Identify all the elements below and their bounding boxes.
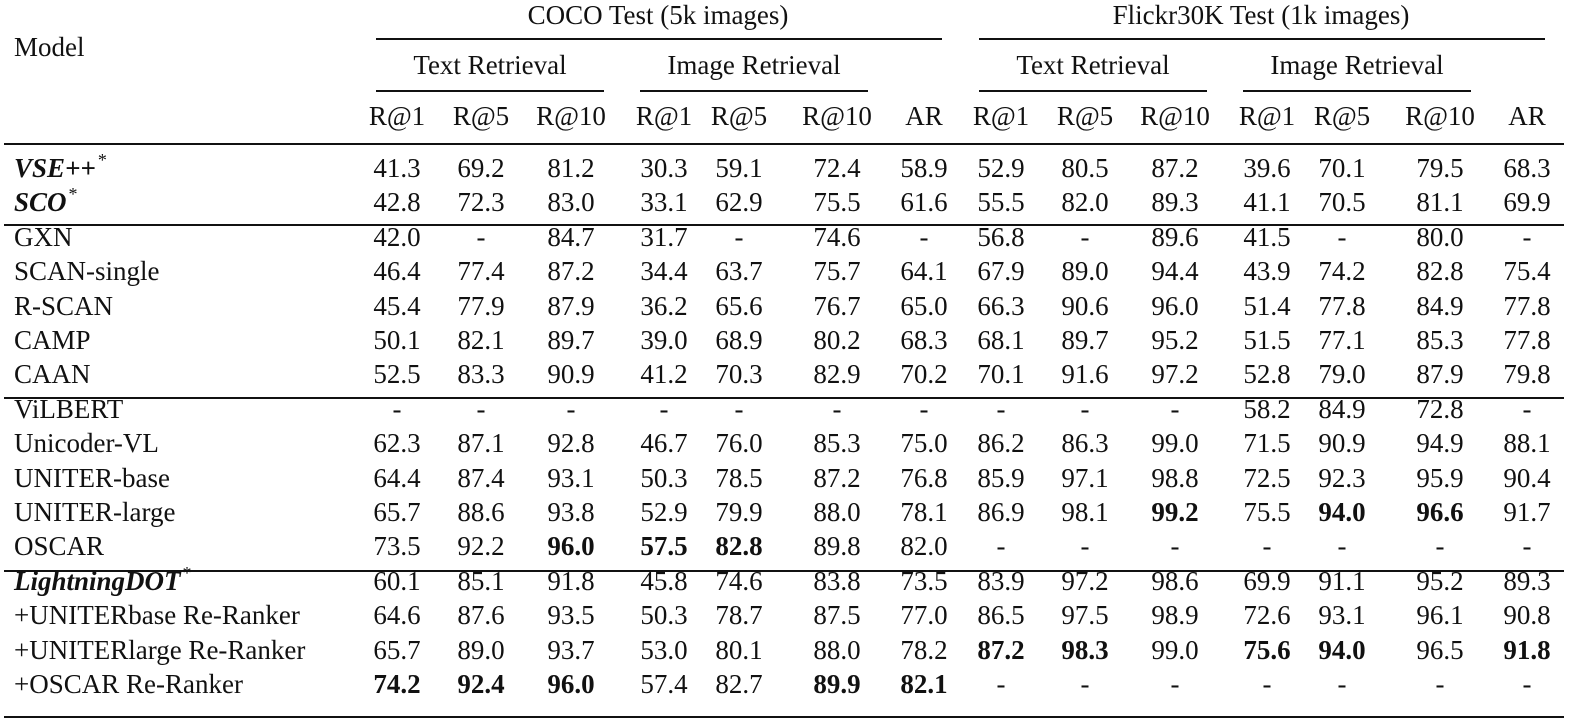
table-cell: 87.5: [813, 600, 861, 631]
table-cell: -: [1522, 669, 1532, 699]
table-cell: 72.8: [1416, 393, 1464, 424]
table-cell: 64.6: [373, 600, 421, 631]
table-cell: 78.5: [715, 462, 763, 493]
table-cell: -: [476, 221, 486, 252]
table-cell: 98.6: [1151, 565, 1199, 596]
table-cell: 67.9: [977, 256, 1025, 287]
table-cell: 61.6: [900, 187, 948, 218]
table-cell: 50.3: [640, 600, 688, 631]
row-model-name: [14, 258, 160, 285]
table-cell: 78.7: [715, 600, 763, 631]
table-cell: 68.1: [977, 325, 1025, 355]
table-cell: 77.8: [1503, 325, 1551, 355]
table-cell: 82.0: [900, 531, 948, 562]
table-cell: 82.8: [715, 531, 763, 562]
table-cell: 60.1: [373, 565, 421, 596]
table-cell: 91.7: [1503, 497, 1551, 527]
table-cell: 72.3: [457, 187, 505, 218]
table-cell: 99.0: [1151, 634, 1199, 665]
table-cell: 86.9: [977, 497, 1025, 527]
table-cell: 94.9: [1416, 428, 1464, 459]
table-cell: 80.0: [1416, 221, 1464, 252]
model-name: LightningDOT: [14, 565, 181, 596]
table-cell: -: [1337, 531, 1347, 562]
table-cell: 77.4: [457, 256, 505, 287]
model-name: ViLBERT: [14, 393, 124, 424]
table-cell: 70.3: [715, 359, 763, 390]
table-cell: 83.3: [457, 359, 505, 390]
table-cell: 75.5: [1243, 497, 1291, 527]
table-cell: 98.8: [1151, 462, 1199, 493]
table-cell: 83.0: [547, 187, 595, 218]
table-cell: -: [392, 393, 402, 424]
table-cell: 76.8: [900, 462, 948, 493]
table-cell: -: [1080, 669, 1090, 699]
table-cell: 92.3: [1318, 462, 1366, 493]
table-cell: -: [1262, 669, 1272, 699]
table-cell: 91.8: [547, 565, 595, 596]
model-name: CAAN: [14, 359, 91, 390]
table-cell: -: [1080, 221, 1090, 252]
table-cell: 68.3: [1503, 153, 1551, 183]
table-cell: 78.1: [900, 497, 948, 527]
subgroup-rule: [1243, 90, 1471, 92]
header-model-label: Model: [14, 32, 85, 62]
table-cell: 93.1: [547, 462, 595, 493]
table-cell: 63.7: [715, 256, 763, 287]
table-cell: 45.8: [640, 565, 688, 596]
table-cell: 74.2: [1318, 256, 1366, 287]
table-cell: 75.5: [813, 187, 861, 218]
table-cell: 66.3: [977, 290, 1025, 321]
column-header: R@5: [1313, 101, 1371, 131]
table-cell: 77.8: [1503, 290, 1551, 321]
table-cell: 62.9: [715, 187, 763, 218]
row-model-name: [14, 533, 104, 560]
model-name: OSCAR: [14, 531, 105, 562]
table-cell: 50.3: [640, 462, 688, 493]
subgroup-rule: [979, 90, 1207, 92]
table-cell: 72.6: [1243, 600, 1291, 631]
column-header: AR: [1508, 101, 1546, 131]
table-cell: 41.3: [373, 153, 421, 183]
table-cell: -: [1080, 531, 1090, 562]
table-cell: -: [1170, 393, 1180, 424]
subgroup-rule: [376, 90, 604, 92]
table-cell: 76.0: [715, 428, 763, 459]
table-cell: 85.1: [457, 565, 505, 596]
table-cell: 53.0: [640, 634, 688, 665]
table-cell: 42.8: [373, 187, 421, 218]
header-group-coco: COCO Test (5k images): [527, 0, 789, 30]
table-cell: 51.5: [1243, 325, 1291, 355]
table-cell: 89.0: [457, 634, 505, 665]
table-cell: 86.3: [1061, 428, 1109, 459]
table-cell: 73.5: [373, 531, 421, 562]
table-cell: -: [1337, 669, 1347, 699]
table-cell: 93.7: [547, 634, 595, 665]
table-cell: 93.1: [1318, 600, 1366, 631]
group-rule-flickr: [979, 38, 1545, 40]
star-marker: *: [182, 562, 192, 583]
table-cell: 84.9: [1318, 393, 1366, 424]
table-cell: 75.7: [813, 256, 861, 287]
table-cell: -: [1522, 531, 1532, 562]
table-cell: 65.6: [715, 290, 763, 321]
table-cell: 72.4: [813, 153, 861, 183]
table-cell: 85.3: [813, 428, 861, 459]
table-cell: 46.4: [373, 256, 421, 287]
table-cell: 96.0: [1151, 290, 1199, 321]
table-cell: 57.4: [640, 669, 688, 699]
table-cell: 64.1: [900, 256, 948, 287]
table-cell: 55.5: [977, 187, 1025, 218]
table-cell: 57.5: [640, 531, 688, 562]
table-cell: 74.2: [373, 669, 421, 699]
table-cell: 74.6: [813, 221, 861, 252]
table-cell: 99.0: [1151, 428, 1199, 459]
header-bottom-rule: [4, 143, 1564, 145]
model-name: CAMP: [14, 325, 91, 355]
table-cell: 33.1: [640, 187, 688, 218]
table-cell: 39.6: [1243, 153, 1291, 183]
table-cell: 73.5: [900, 565, 948, 596]
table-cell: 92.4: [457, 669, 505, 699]
table-cell: 90.8: [1503, 600, 1551, 631]
table-cell: 30.3: [640, 153, 688, 183]
column-header: R@10: [536, 101, 606, 131]
model-name: Unicoder-VL: [14, 428, 159, 459]
table-cell: 39.0: [640, 325, 688, 355]
table-cell: 80.5: [1061, 153, 1109, 183]
star-marker: *: [68, 184, 78, 205]
table-cell: 51.4: [1243, 290, 1291, 321]
table-cell: 88.1: [1503, 428, 1551, 459]
row-model-name: [14, 499, 175, 526]
table-cell: 92.2: [457, 531, 505, 562]
table-cell: 79.9: [715, 497, 763, 527]
table-cell: 85.9: [977, 462, 1025, 493]
table-cell: -: [734, 393, 744, 424]
table-cell: 81.1: [1416, 187, 1464, 218]
table-cell: 85.3: [1416, 325, 1464, 355]
header-subgroup-coco-image: Image Retrieval: [667, 50, 841, 80]
table-cell: 91.6: [1061, 359, 1109, 390]
table-cell: 89.6: [1151, 221, 1199, 252]
table-cell: -: [1080, 393, 1090, 424]
table-cell: 65.7: [373, 497, 421, 527]
table-cell: 89.7: [547, 325, 595, 355]
table-cell: -: [476, 393, 486, 424]
table-cell: 90.9: [547, 359, 595, 390]
table-cell: 87.1: [457, 428, 505, 459]
table-cell: 79.5: [1416, 153, 1464, 183]
table-cell: 95.2: [1416, 565, 1464, 596]
table-cell: 34.4: [640, 256, 688, 287]
table-cell: 77.1: [1318, 325, 1366, 355]
table-cell: 72.5: [1243, 462, 1291, 493]
header-subgroup-coco-text: Text Retrieval: [413, 50, 567, 80]
table-cell: 87.9: [547, 290, 595, 321]
row-model-name: [14, 361, 91, 388]
table-cell: 89.0: [1061, 256, 1109, 287]
table-cell: 87.2: [1151, 153, 1199, 183]
table-cell: 87.6: [457, 600, 505, 631]
table-cell: 83.8: [813, 565, 861, 596]
table-cell: 88.6: [457, 497, 505, 527]
table-bottom-rule: [4, 716, 1564, 718]
row-model-name: [14, 462, 170, 493]
table-cell: -: [1170, 531, 1180, 562]
table-cell: 95.9: [1416, 462, 1464, 493]
table-cell: -: [1170, 669, 1180, 699]
table-cell: 86.2: [977, 428, 1025, 459]
table-cell: 87.9: [1416, 359, 1464, 390]
table-cell: 43.9: [1243, 256, 1291, 287]
table-cell: -: [1522, 221, 1532, 252]
model-name: +UNITERbase Re-Ranker: [14, 600, 300, 631]
table-cell: 75.0: [900, 428, 948, 459]
table-cell: -: [919, 221, 929, 252]
table-cell: 96.0: [547, 531, 595, 562]
group-rule-coco: [376, 38, 942, 40]
row-model-name: [14, 634, 306, 665]
row-model-name: [14, 671, 243, 698]
column-header: R@5: [452, 101, 510, 131]
column-header: R@10: [1140, 101, 1210, 131]
table-cell: 91.8: [1503, 634, 1551, 665]
table-cell: -: [1435, 669, 1445, 699]
model-name: GXN: [14, 221, 73, 252]
table-cell: 70.1: [1318, 153, 1366, 183]
table-cell: 46.7: [640, 428, 688, 459]
table-cell: -: [1337, 221, 1347, 252]
table-cell: 65.0: [900, 290, 948, 321]
table-cell: 56.8: [977, 221, 1025, 252]
table-cell: 90.4: [1503, 462, 1551, 493]
column-header: AR: [905, 101, 943, 131]
table-cell: 91.1: [1318, 565, 1366, 596]
table-cell: 68.3: [900, 325, 948, 355]
header-group-flickr: Flickr30K Test (1k images): [1112, 0, 1410, 30]
table-cell: 69.9: [1243, 565, 1291, 596]
table-cell: 93.5: [547, 600, 595, 631]
table-cell: -: [1522, 393, 1532, 424]
column-header: R@1: [1238, 101, 1296, 131]
table-cell: 96.1: [1416, 600, 1464, 631]
table-cell: -: [919, 393, 929, 424]
table-cell: 58.9: [900, 153, 948, 183]
row-model-name: [14, 221, 73, 252]
table-cell: 65.7: [373, 634, 421, 665]
table-cell: 97.2: [1151, 359, 1199, 390]
column-header: R@1: [972, 101, 1030, 131]
table-cell: 77.0: [900, 600, 948, 631]
table-cell: 87.4: [457, 462, 505, 493]
table-cell: 58.2: [1243, 393, 1291, 424]
table-cell: 84.9: [1416, 290, 1464, 321]
table-cell: 97.2: [1061, 565, 1109, 596]
column-header: R@1: [368, 101, 426, 131]
table-cell: 69.2: [457, 153, 505, 183]
table-cell: 82.9: [813, 359, 861, 390]
table-cell: 97.5: [1061, 600, 1109, 631]
table-cell: 82.0: [1061, 187, 1109, 218]
table-cell: 41.1: [1243, 187, 1291, 218]
table-cell: 64.4: [373, 462, 421, 493]
table-cell: 62.3: [373, 428, 421, 459]
table-cell: 96.0: [547, 669, 595, 699]
table-cell: 86.5: [977, 600, 1025, 631]
model-name: +OSCAR Re-Ranker: [14, 669, 243, 699]
header-subgroup-flickr-image: Image Retrieval: [1270, 50, 1444, 80]
table-cell: 59.1: [715, 153, 763, 183]
table-cell: 71.5: [1243, 428, 1291, 459]
row-model-name: [14, 290, 114, 321]
table-cell: 87.2: [977, 634, 1025, 665]
table-cell: 41.2: [640, 359, 688, 390]
row-model-name: [14, 562, 192, 596]
row-model-name: [14, 602, 300, 629]
table-cell: 90.9: [1318, 428, 1366, 459]
table-cell: 82.7: [715, 669, 763, 699]
table-cell: 94.4: [1151, 256, 1199, 287]
table-cell: 83.9: [977, 565, 1025, 596]
table-cell: 87.2: [813, 462, 861, 493]
table-cell: 82.8: [1416, 256, 1464, 287]
table-cell: 82.1: [900, 669, 948, 699]
table-cell: -: [996, 393, 1006, 424]
table-cell: 87.2: [547, 256, 595, 287]
table-cell: 70.2: [900, 359, 948, 390]
model-name: SCO: [14, 187, 67, 218]
table-cell: 94.0: [1318, 634, 1366, 665]
table-cell: -: [996, 531, 1006, 562]
table-cell: 79.8: [1503, 359, 1551, 390]
table-cell: 88.0: [813, 634, 861, 665]
table-cell: 52.9: [977, 153, 1025, 183]
table-cell: 70.1: [977, 359, 1025, 390]
column-header: R@5: [1056, 101, 1114, 131]
table-cell: 52.9: [640, 497, 688, 527]
table-cell: 77.9: [457, 290, 505, 321]
table-cell: 92.8: [547, 428, 595, 459]
table-cell: 98.3: [1061, 634, 1109, 665]
table-cell: 96.6: [1416, 497, 1464, 527]
model-name: +UNITERlarge Re-Ranker: [14, 634, 306, 665]
table-cell: 52.8: [1243, 359, 1291, 390]
table-cell: 89.7: [1061, 325, 1109, 355]
row-model-name: [14, 430, 159, 457]
model-name: UNITER-large: [14, 497, 176, 527]
table-cell: 76.7: [813, 290, 861, 321]
row-model-name: [14, 150, 107, 183]
table-cell: 99.2: [1151, 497, 1199, 527]
table-cell: 98.9: [1151, 600, 1199, 631]
table-cell: 97.1: [1061, 462, 1109, 493]
table-cell: 50.1: [373, 325, 421, 355]
table-cell: 45.4: [373, 290, 421, 321]
table-cell: 82.1: [457, 325, 505, 355]
table-cell: 88.0: [813, 497, 861, 527]
column-header: R@1: [635, 101, 693, 131]
table-cell: 70.5: [1318, 187, 1366, 218]
star-marker: *: [97, 150, 107, 170]
model-name: SCAN-single: [14, 256, 160, 287]
table-cell: 81.2: [547, 153, 595, 183]
table-cell: 93.8: [547, 497, 595, 527]
table-cell: 69.9: [1503, 187, 1551, 218]
table-cell: -: [832, 393, 842, 424]
table-cell: -: [1435, 531, 1445, 562]
table-cell: 75.6: [1243, 634, 1291, 665]
column-header: R@10: [802, 101, 872, 131]
table-cell: 84.7: [547, 221, 595, 252]
table-cell: -: [659, 393, 669, 424]
table-cell: 98.1: [1061, 497, 1109, 527]
table-cell: 89.3: [1151, 187, 1199, 218]
table-cell: -: [734, 221, 744, 252]
table-cell: 89.9: [813, 669, 861, 699]
table-cell: 74.6: [715, 565, 763, 596]
header-subgroup-flickr-text: Text Retrieval: [1016, 50, 1170, 80]
model-name: R-SCAN: [14, 290, 114, 321]
table-cell: 77.8: [1318, 290, 1366, 321]
table-cell: 79.0: [1318, 359, 1366, 390]
column-header: R@5: [710, 101, 768, 131]
table-cell: 95.2: [1151, 325, 1199, 355]
table-cell: 94.0: [1318, 497, 1366, 527]
table-cell: 80.1: [715, 634, 763, 665]
table-cell: 41.5: [1243, 221, 1291, 252]
table-cell: 89.3: [1503, 565, 1551, 596]
column-header: R@10: [1405, 101, 1475, 131]
model-name: VSE++: [14, 153, 96, 183]
table-cell: 42.0: [373, 221, 421, 252]
section-rule: [4, 224, 1564, 226]
table-cell: -: [1262, 531, 1272, 562]
table-cell: 31.7: [640, 221, 688, 252]
table-cell: 75.4: [1503, 256, 1551, 287]
row-model-name: [14, 184, 78, 218]
table-cell: 78.2: [900, 634, 948, 665]
row-model-name: [14, 393, 124, 424]
table-cell: 89.8: [813, 531, 861, 562]
table-cell: 90.6: [1061, 290, 1109, 321]
table-cell: -: [566, 393, 576, 424]
table-cell: 68.9: [715, 325, 763, 355]
table-cell: 36.2: [640, 290, 688, 321]
subgroup-rule: [640, 90, 868, 92]
model-name: UNITER-base: [14, 462, 170, 493]
table-cell: -: [996, 669, 1006, 699]
table-cell: 96.5: [1416, 634, 1464, 665]
row-model-name: [14, 327, 91, 354]
table-cell: 52.5: [373, 359, 421, 390]
table-cell: 80.2: [813, 325, 861, 355]
